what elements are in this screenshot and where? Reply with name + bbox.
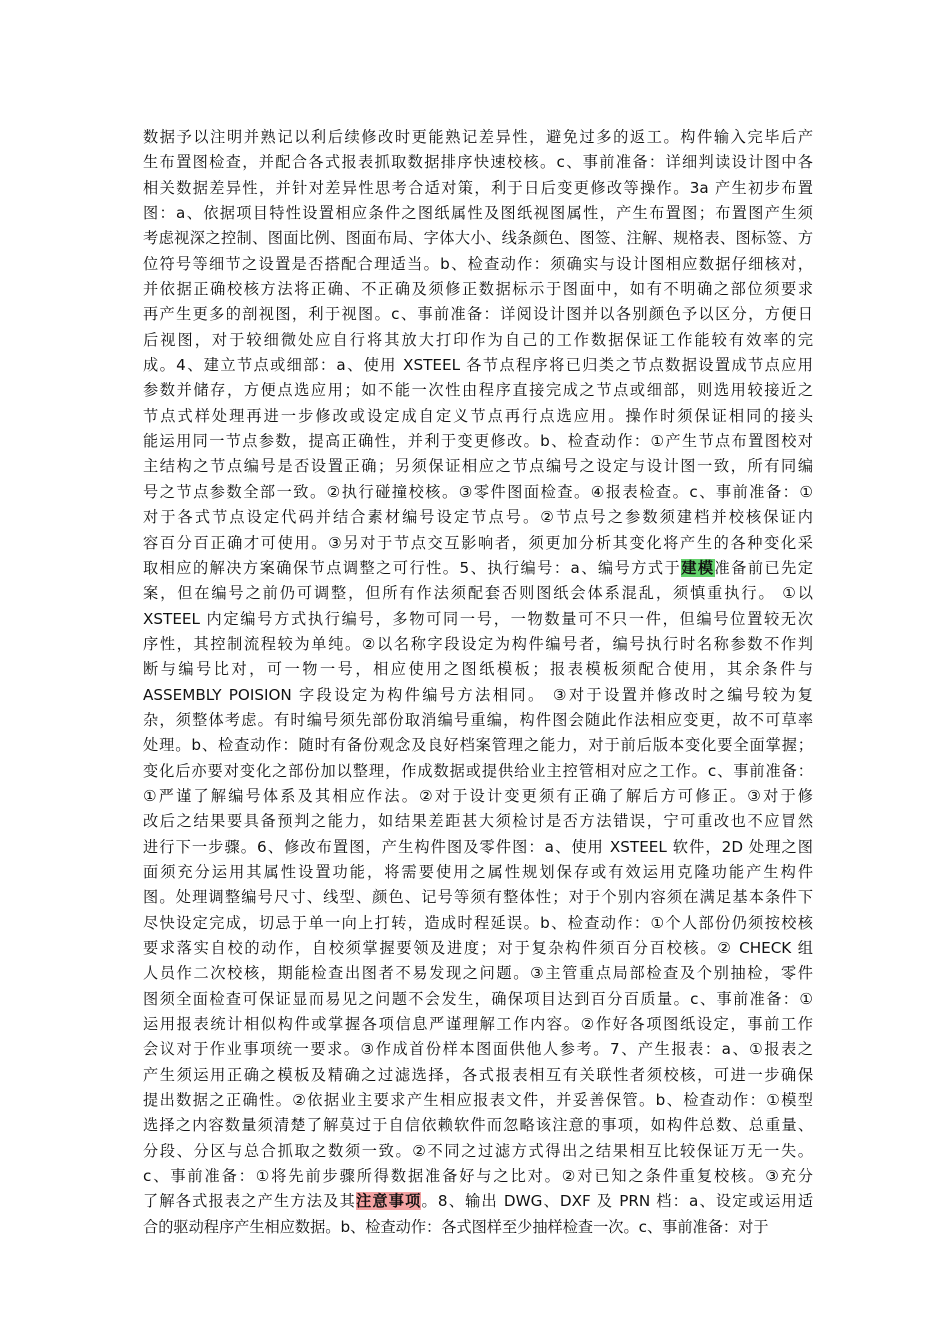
text-segment: 。8、输出 DWG、DXF 及 PRN 档：a、设定或运用适 — [421, 1192, 814, 1211]
text-line: 杂，须整体考虑。有时编号须先部份取消编号重编，构件图会随此作法相应变更，故不可草率 — [143, 710, 813, 729]
text-line: 运用报表统计相似构件或掌握各项信息严谨理解工作内容。②作好各项图纸设定，事前工作 — [143, 1015, 813, 1034]
text-line: 主结构之节点编号是否设置正确；另须保证相应之节点编号之设定与设计图一致，所有同编 — [143, 457, 813, 476]
text-line: 成。4、建立节点或细部：a、使用 XSTEEL 各节点程序将已归类之节点数据设置成节点应用 — [143, 356, 813, 375]
text-line: 断与编号比对，可一物一号，相应使用之图纸模板；报表模板须配合使用，其余条件与 — [143, 660, 813, 679]
text-line: 处理。b、检查动作：随时有备份观念及良好档案管理之能力，对于前后版本变化要全面掌握； — [143, 736, 813, 755]
text-line: 考虑视深之控制、图面比例、图面布局、字体大小、线条颜色、图签、注解、规格表、图标签、方 — [143, 229, 813, 248]
text-line: 选择之内容数量须清楚了解莫过于自信依赖软件而忽略该注意的事项，如构件总数、总重量、 — [143, 1116, 813, 1135]
text-line: 要求落实自校的动作，自校须掌握要领及进度；对于复杂构件须百分百校核。② CHECK 组 — [143, 939, 813, 957]
text-line: ASSEMBLY POISION 字段设定为构件编号方法相同。 ③对于设置并修改时之编号较为复 — [143, 685, 813, 704]
text-line: 图：a、依据项目特性设置相应条件之图纸属性及图纸视图属性，产生布置图；布置图产生须 — [143, 204, 813, 223]
text-line: 参数并储存，方便点选应用；如不能一次性由程序直接完成之节点或细部，则选用较接近之 — [143, 381, 813, 400]
text-line: 案，但在编号之前仍可调整，但所有作法须配套否则图纸会体系混乱，须慎重执行。 ①以 — [143, 584, 813, 603]
text-line: 容百分百正确才可使用。③另对于节点交互影响者，须更加分析其变化将产生的各种变化采 — [143, 533, 813, 552]
text-line: XSTEEL 内定编号方式执行编号，多物可同一号，一物数量可不只一件，但编号位置较无次 — [143, 609, 813, 628]
text-line: 序性，其控制流程较为单纯。②以名称字段设定为构件编号者，编号执行时名称参数不作判 — [143, 634, 813, 653]
highlighted-term-red: 注意事项 — [355, 1192, 422, 1211]
text-line: 生布置图检查，并配合各式报表抓取数据排序快速校核。c、事前准备：详细判读设计图中各 — [143, 153, 813, 172]
text-line: 位符号等细节之设置是否搭配合理适当。b、检查动作：须确实与设计图相应数据仔细核对， — [143, 254, 813, 273]
text-line: 合的驱动程序产生相应数据。b、检查动作：各式图样至少抽样检查一次。c、事前准备：对于 — [143, 1217, 769, 1236]
text-line: 后视图，对于较细微处应自行将其放大打印作为自己的工作数据保证工作能较有效率的完 — [143, 330, 813, 349]
text-line: 面须充分运用其属性设置功能，将需要使用之属性规划保存或有效运用克隆功能产生构件 — [143, 862, 813, 881]
text-line: ①严谨了解编号体系及其相应作法。②对于设计变更须有正确了解后方可修正。③对于修 — [143, 786, 813, 805]
text-line: 人员作二次校核，期能检查出图者不易发现之问题。③主管重点局部检查及个别抽检，零件 — [143, 964, 813, 983]
text-line: 数据予以注明并熟记以利后续修改时更能熟记差异性，避免过多的返工。构件输入完毕后产 — [143, 128, 813, 146]
text-line: 变化后亦要对变化之部份加以整理，作成数据或提供给业主控管相对应之工作。c、事前准备： — [143, 761, 813, 780]
text-line-with-highlight — [143, 556, 813, 581]
text-line: 图。处理调整编号尺寸、线型、颜色、记号等须有整体性；对于个别内容须在满足基本条件下 — [143, 888, 813, 907]
text-segment: 了解各式报表之产生方法及其 — [143, 1192, 356, 1211]
text-line: 号之节点参数全部一致。②执行碰撞校核。③零件图面检查。④报表检查。c、事前准备：① — [143, 482, 813, 501]
text-line: 进行下一步骤。6、修改布置图，产生构件图及零件图：a、使用 XSTEEL 软件，2D 处理之图 — [143, 837, 813, 856]
text-line: 再产生更多的剖视图，利于视图。c、事前准备：详阅设计图并以各别颜色予以区分，方便日 — [143, 305, 813, 324]
text-line: 相关数据差异性，并针对差异性思考合适对策，利于日后变更修改等操作。3a 产生初步布置 — [143, 178, 813, 197]
text-line: 尽快设定完成，切忌于单一向上打转，造成时程延误。b、检查动作：①个人部份仍须按校核 — [143, 913, 813, 932]
text-line: c、事前准备：①将先前步骤所得数据准备好与之比对。②对已知之条件重复校核。③充分 — [143, 1167, 813, 1186]
text-line: 分段、分区与总合抓取之数须一致。②不同之过滤方式得出之结果相互比较保证万无一失。 — [143, 1141, 813, 1160]
text-line: 并依据正确校核方法将正确、不正确及须修正数据标示于图面中，如有不明确之部位须要求 — [143, 280, 813, 299]
text-line: 图须全面检查可保证显而易见之问题不会发生，确保项目达到百分百质量。c、事前准备：① — [143, 989, 813, 1008]
text-segment: 取相应的解决方案确保节点调整之可行性。5、执行编号：a、编号方式于 — [143, 558, 682, 577]
text-line: 能运用同一节点参数，提高正确性，并利于变更修改。b、检查动作：①产生节点布置图校对 — [143, 432, 813, 451]
text-segment: 准备前已先定 — [714, 558, 813, 577]
text-line: 会议对于作业事项统一要求。③作成首份样本图面供他人参考。7、产生报表：a、①报表之 — [143, 1040, 813, 1059]
text-line: 改后之结果要具备预判之能力，如结果差距甚大须检讨是否方法错误，宁可重改也不应冒然 — [143, 812, 813, 831]
text-line: 对于各式节点设定代码并结合素材编号设定节点号。②节点号之参数须建档并校核保证内 — [143, 508, 813, 527]
body-text — [143, 125, 813, 1240]
text-line-with-highlight — [143, 1189, 813, 1214]
text-line: 节点式样处理再进一步修改或设定成自定义节点再行点选应用。操作时须保证相同的接头 — [143, 406, 813, 425]
highlighted-term-green: 建模 — [681, 558, 715, 577]
text-line: 产生须运用正确之模板及精确之过滤选择，各式报表相互有关联性者须校核，可进一步确保 — [143, 1065, 813, 1084]
text-line: 提出数据之正确性。②依据业主要求产生相应报表文件，并妥善保管。b、检查动作：①模型 — [143, 1091, 813, 1110]
